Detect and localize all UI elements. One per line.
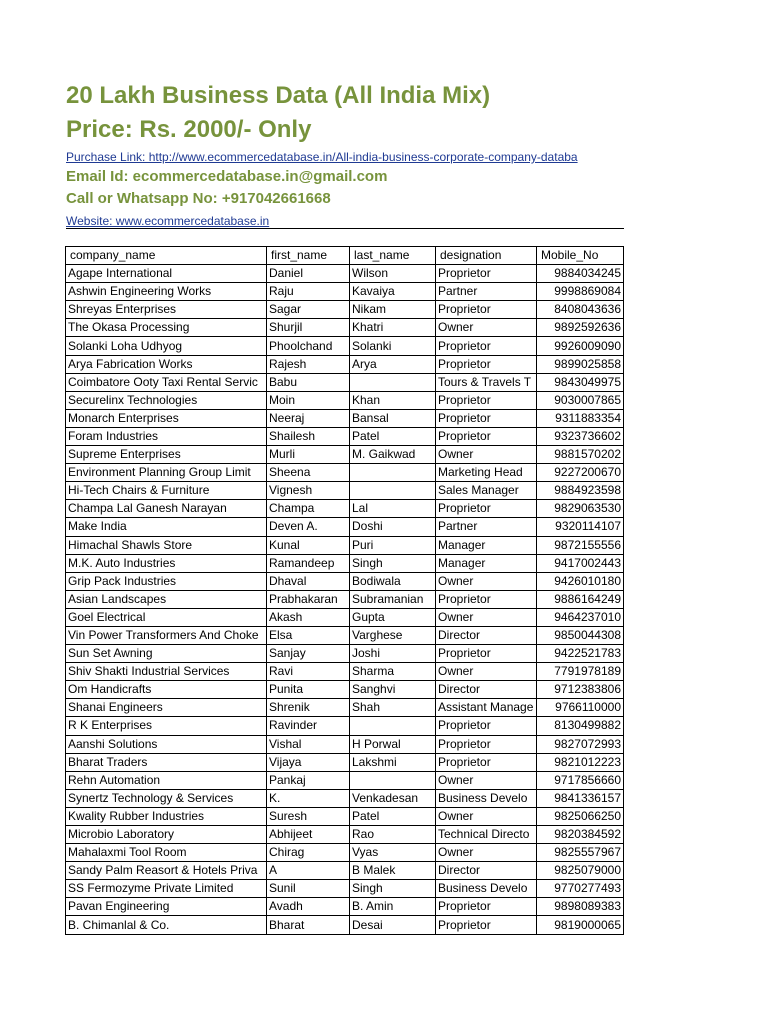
last-name-cell: Sharma bbox=[350, 663, 436, 681]
first-name-cell: Vijaya bbox=[267, 753, 350, 771]
last-name-cell: Shah bbox=[350, 699, 436, 717]
first-name-cell: Deven A. bbox=[267, 518, 350, 536]
company-name-cell: B. Chimanlal & Co. bbox=[66, 916, 267, 934]
company-name-cell: Supreme Enterprises bbox=[66, 446, 267, 464]
email-line: Email Id: ecommercedatabase.in@gmail.com bbox=[66, 168, 388, 185]
company-name-cell: Synertz Technology & Services bbox=[66, 789, 267, 807]
designation-cell: Proprietor bbox=[436, 427, 537, 445]
company-name-cell: Shanai Engineers bbox=[66, 699, 267, 717]
column-header-first-name: first_name bbox=[267, 247, 350, 265]
designation-cell: Proprietor bbox=[436, 717, 537, 735]
company-name-cell: Grip Pack Industries bbox=[66, 572, 267, 590]
designation-cell: Proprietor bbox=[436, 301, 537, 319]
table-row bbox=[66, 681, 624, 699]
last-name-cell: Patel bbox=[350, 807, 436, 825]
document-title: 20 Lakh Business Data (All India Mix) bbox=[66, 82, 491, 109]
first-name-cell: Prabhakaran bbox=[267, 590, 350, 608]
last-name-cell: Lakshmi bbox=[350, 753, 436, 771]
last-name-cell: Varghese bbox=[350, 626, 436, 644]
company-name-cell: Shreyas Enterprises bbox=[66, 301, 267, 319]
table-row bbox=[66, 446, 624, 464]
mobile-no-cell: 9464237010 bbox=[537, 608, 624, 626]
mobile-no-cell: 9926009090 bbox=[537, 337, 624, 355]
last-name-cell: B Malek bbox=[350, 862, 436, 880]
last-name-cell bbox=[350, 482, 436, 500]
first-name-cell: Neeraj bbox=[267, 409, 350, 427]
last-name-cell: Solanki bbox=[350, 337, 436, 355]
designation-cell: Proprietor bbox=[436, 409, 537, 427]
designation-cell: Owner bbox=[436, 446, 537, 464]
last-name-cell: Joshi bbox=[350, 645, 436, 663]
first-name-cell: Murli bbox=[267, 446, 350, 464]
designation-cell: Proprietor bbox=[436, 735, 537, 753]
table-row bbox=[66, 554, 624, 572]
designation-cell: Owner bbox=[436, 663, 537, 681]
company-name-cell: Pavan Engineering bbox=[66, 898, 267, 916]
mobile-no-cell: 9872155556 bbox=[537, 536, 624, 554]
last-name-cell bbox=[350, 717, 436, 735]
company-name-cell: Agape International bbox=[66, 265, 267, 283]
first-name-cell: Vishal bbox=[267, 735, 350, 753]
first-name-cell: Phoolchand bbox=[267, 337, 350, 355]
table-row bbox=[66, 590, 624, 608]
table-row bbox=[66, 753, 624, 771]
designation-cell: Owner bbox=[436, 771, 537, 789]
mobile-no-cell: 9426010180 bbox=[537, 572, 624, 590]
mobile-no-cell: 9422521783 bbox=[537, 645, 624, 663]
mobile-no-cell: 9884923598 bbox=[537, 482, 624, 500]
last-name-cell: Vyas bbox=[350, 844, 436, 862]
last-name-cell: Venkadesan bbox=[350, 789, 436, 807]
column-header-last-name: last_name bbox=[350, 247, 436, 265]
company-name-cell: Arya Fabrication Works bbox=[66, 355, 267, 373]
company-name-cell: Monarch Enterprises bbox=[66, 409, 267, 427]
designation-cell: Proprietor bbox=[436, 898, 537, 916]
designation-cell: Owner bbox=[436, 608, 537, 626]
mobile-no-cell: 9311883354 bbox=[537, 409, 624, 427]
company-name-cell: Sun Set Awning bbox=[66, 645, 267, 663]
first-name-cell: Akash bbox=[267, 608, 350, 626]
designation-cell: Owner bbox=[436, 807, 537, 825]
mobile-no-cell: 9820384592 bbox=[537, 826, 624, 844]
table-row bbox=[66, 844, 624, 862]
first-name-cell: Dhaval bbox=[267, 572, 350, 590]
last-name-cell: Lal bbox=[350, 500, 436, 518]
company-name-cell: Aanshi Solutions bbox=[66, 735, 267, 753]
mobile-no-cell: 9843049975 bbox=[537, 373, 624, 391]
last-name-cell: Doshi bbox=[350, 518, 436, 536]
mobile-no-cell: 7791978189 bbox=[537, 663, 624, 681]
first-name-cell: Shurjil bbox=[267, 319, 350, 337]
designation-cell: Proprietor bbox=[436, 753, 537, 771]
table-row bbox=[66, 826, 624, 844]
designation-cell: Business Develo bbox=[436, 880, 537, 898]
designation-cell: Director bbox=[436, 862, 537, 880]
last-name-cell: Patel bbox=[350, 427, 436, 445]
designation-cell: Proprietor bbox=[436, 355, 537, 373]
website-link[interactable]: Website: www.ecommercedatabase.in bbox=[66, 214, 270, 228]
first-name-cell: Moin bbox=[267, 391, 350, 409]
column-header-mobile-no: Mobile_No bbox=[537, 247, 624, 265]
table-row bbox=[66, 663, 624, 681]
company-name-cell: Rehn Automation bbox=[66, 771, 267, 789]
first-name-cell: Pankaj bbox=[267, 771, 350, 789]
first-name-cell: Elsa bbox=[267, 626, 350, 644]
first-name-cell: Shailesh bbox=[267, 427, 350, 445]
designation-cell: Partner bbox=[436, 518, 537, 536]
first-name-cell: Champa bbox=[267, 500, 350, 518]
company-name-cell: Himachal Shawls Store bbox=[66, 536, 267, 554]
designation-cell: Proprietor bbox=[436, 916, 537, 934]
table-row bbox=[66, 355, 624, 373]
last-name-cell bbox=[350, 373, 436, 391]
first-name-cell: K. bbox=[267, 789, 350, 807]
company-name-cell: Goel Electrical bbox=[66, 608, 267, 626]
last-name-cell: Singh bbox=[350, 554, 436, 572]
first-name-cell: Chirag bbox=[267, 844, 350, 862]
first-name-cell: Avadh bbox=[267, 898, 350, 916]
first-name-cell: Punita bbox=[267, 681, 350, 699]
company-name-cell: SS Fermozyme Private Limited bbox=[66, 880, 267, 898]
designation-cell: Partner bbox=[436, 283, 537, 301]
phone-line: Call or Whatsapp No: +917042661668 bbox=[66, 190, 331, 207]
mobile-no-cell: 9766110000 bbox=[537, 699, 624, 717]
mobile-no-cell: 9850044308 bbox=[537, 626, 624, 644]
table-row bbox=[66, 301, 624, 319]
table-row bbox=[66, 717, 624, 735]
designation-cell: Business Develo bbox=[436, 789, 537, 807]
last-name-cell: Bodiwala bbox=[350, 572, 436, 590]
mobile-no-cell: 9417002443 bbox=[537, 554, 624, 572]
last-name-cell: Khatri bbox=[350, 319, 436, 337]
last-name-cell: Rao bbox=[350, 826, 436, 844]
last-name-cell: Puri bbox=[350, 536, 436, 554]
company-name-cell: Solanki Loha Udhyog bbox=[66, 337, 267, 355]
mobile-no-cell: 9712383806 bbox=[537, 681, 624, 699]
first-name-cell: Babu bbox=[267, 373, 350, 391]
table-row bbox=[66, 916, 624, 934]
company-name-cell: Sandy Palm Reasort & Hotels Priva bbox=[66, 862, 267, 880]
company-name-cell: Ashwin Engineering Works bbox=[66, 283, 267, 301]
first-name-cell: Suresh bbox=[267, 807, 350, 825]
table-row bbox=[66, 536, 624, 554]
mobile-no-cell: 9884034245 bbox=[537, 265, 624, 283]
company-name-cell: Microbio Laboratory bbox=[66, 826, 267, 844]
mobile-no-cell: 9825066250 bbox=[537, 807, 624, 825]
company-name-cell: M.K. Auto Industries bbox=[66, 554, 267, 572]
company-name-cell: Vin Power Transformers And Choke bbox=[66, 626, 267, 644]
table-body bbox=[66, 265, 624, 934]
mobile-no-cell: 9825079000 bbox=[537, 862, 624, 880]
table-row bbox=[66, 735, 624, 753]
mobile-no-cell: 9323736602 bbox=[537, 427, 624, 445]
designation-cell: Tours & Travels T bbox=[436, 373, 537, 391]
first-name-cell: Kunal bbox=[267, 536, 350, 554]
designation-cell: Proprietor bbox=[436, 645, 537, 663]
designation-cell: Marketing Head bbox=[436, 464, 537, 482]
mobile-no-cell: 9819000065 bbox=[537, 916, 624, 934]
company-name-cell: Asian Landscapes bbox=[66, 590, 267, 608]
first-name-cell: Abhijeet bbox=[267, 826, 350, 844]
last-name-cell: Desai bbox=[350, 916, 436, 934]
designation-cell: Manager bbox=[436, 554, 537, 572]
last-name-cell: B. Amin bbox=[350, 898, 436, 916]
last-name-cell: Nikam bbox=[350, 301, 436, 319]
designation-cell: Proprietor bbox=[436, 391, 537, 409]
last-name-cell bbox=[350, 464, 436, 482]
table-row bbox=[66, 283, 624, 301]
last-name-cell: M. Gaikwad bbox=[350, 446, 436, 464]
table-row bbox=[66, 771, 624, 789]
first-name-cell: Ravinder bbox=[267, 717, 350, 735]
first-name-cell: Bharat bbox=[267, 916, 350, 934]
mobile-no-cell: 9898089383 bbox=[537, 898, 624, 916]
company-name-cell: Om Handicrafts bbox=[66, 681, 267, 699]
first-name-cell: Rajesh bbox=[267, 355, 350, 373]
last-name-cell: Kavaiya bbox=[350, 283, 436, 301]
last-name-cell: Subramanian bbox=[350, 590, 436, 608]
first-name-cell: Daniel bbox=[267, 265, 350, 283]
table-row bbox=[66, 482, 624, 500]
last-name-cell: Bansal bbox=[350, 409, 436, 427]
mobile-no-cell: 9881570202 bbox=[537, 446, 624, 464]
company-name-cell: The Okasa Processing bbox=[66, 319, 267, 337]
table-header-row bbox=[66, 247, 624, 265]
table-row bbox=[66, 409, 624, 427]
designation-cell: Assistant Manage bbox=[436, 699, 537, 717]
table-row bbox=[66, 645, 624, 663]
designation-cell: Proprietor bbox=[436, 590, 537, 608]
table-row bbox=[66, 862, 624, 880]
first-name-cell: Vignesh bbox=[267, 482, 350, 500]
document-header bbox=[66, 80, 626, 230]
first-name-cell: Raju bbox=[267, 283, 350, 301]
designation-cell: Owner bbox=[436, 572, 537, 590]
designation-cell: Director bbox=[436, 681, 537, 699]
mobile-no-cell: 9030007865 bbox=[537, 391, 624, 409]
table-row bbox=[66, 807, 624, 825]
company-name-cell: Foram Industries bbox=[66, 427, 267, 445]
mobile-no-cell: 9899025858 bbox=[537, 355, 624, 373]
table-row bbox=[66, 337, 624, 355]
purchase-link[interactable]: Purchase Link: http://www.ecommercedatabase.in/All-india-business-corporate-company-databa bbox=[66, 150, 578, 164]
table-row bbox=[66, 265, 624, 283]
company-name-cell: Shiv Shakti Industrial Services bbox=[66, 663, 267, 681]
table-row bbox=[66, 880, 624, 898]
last-name-cell: H Porwal bbox=[350, 735, 436, 753]
table-row bbox=[66, 518, 624, 536]
designation-cell: Sales Manager bbox=[436, 482, 537, 500]
mobile-no-cell: 9717856660 bbox=[537, 771, 624, 789]
mobile-no-cell: 9825557967 bbox=[537, 844, 624, 862]
table-row bbox=[66, 500, 624, 518]
designation-cell: Director bbox=[436, 626, 537, 644]
first-name-cell: Sunil bbox=[267, 880, 350, 898]
company-name-cell: Champa Lal Ganesh Narayan bbox=[66, 500, 267, 518]
last-name-cell: Sanghvi bbox=[350, 681, 436, 699]
mobile-no-cell: 9827072993 bbox=[537, 735, 624, 753]
company-name-cell: Kwality Rubber Industries bbox=[66, 807, 267, 825]
mobile-no-cell: 9841336157 bbox=[537, 789, 624, 807]
company-name-cell: R K Enterprises bbox=[66, 717, 267, 735]
designation-cell: Proprietor bbox=[436, 337, 537, 355]
designation-cell: Proprietor bbox=[436, 265, 537, 283]
company-name-cell: Hi-Tech Chairs & Furniture bbox=[66, 482, 267, 500]
price-heading: Price: Rs. 2000/- Only bbox=[66, 116, 312, 143]
company-name-cell: Environment Planning Group Limit bbox=[66, 464, 267, 482]
designation-cell: Manager bbox=[436, 536, 537, 554]
table-row bbox=[66, 427, 624, 445]
last-name-cell: Khan bbox=[350, 391, 436, 409]
designation-cell: Proprietor bbox=[436, 500, 537, 518]
last-name-cell: Wilson bbox=[350, 265, 436, 283]
business-data-table bbox=[65, 246, 624, 935]
company-name-cell: Mahalaxmi Tool Room bbox=[66, 844, 267, 862]
designation-cell: Owner bbox=[436, 319, 537, 337]
table-row bbox=[66, 789, 624, 807]
mobile-no-cell: 9886164249 bbox=[537, 590, 624, 608]
table-row bbox=[66, 699, 624, 717]
company-name-cell: Bharat Traders bbox=[66, 753, 267, 771]
designation-cell: Technical Directo bbox=[436, 826, 537, 844]
table-row bbox=[66, 898, 624, 916]
company-name-cell: Coimbatore Ooty Taxi Rental Servic bbox=[66, 373, 267, 391]
mobile-no-cell: 8408043636 bbox=[537, 301, 624, 319]
first-name-cell: Ramandeep bbox=[267, 554, 350, 572]
first-name-cell: Sanjay bbox=[267, 645, 350, 663]
last-name-cell bbox=[350, 771, 436, 789]
mobile-no-cell: 8130499882 bbox=[537, 717, 624, 735]
mobile-no-cell: 9770277493 bbox=[537, 880, 624, 898]
first-name-cell: A bbox=[267, 862, 350, 880]
table-row bbox=[66, 391, 624, 409]
first-name-cell: Shrenik bbox=[267, 699, 350, 717]
designation-cell: Owner bbox=[436, 844, 537, 862]
table-row bbox=[66, 373, 624, 391]
mobile-no-cell: 9227200670 bbox=[537, 464, 624, 482]
company-name-cell: Make India bbox=[66, 518, 267, 536]
first-name-cell: Ravi bbox=[267, 663, 350, 681]
header-divider bbox=[66, 228, 624, 229]
column-header-designation: designation bbox=[436, 247, 537, 265]
last-name-cell: Arya bbox=[350, 355, 436, 373]
column-header-company-name: company_name bbox=[66, 247, 267, 265]
table-row bbox=[66, 572, 624, 590]
last-name-cell: Gupta bbox=[350, 608, 436, 626]
last-name-cell: Singh bbox=[350, 880, 436, 898]
table-row bbox=[66, 464, 624, 482]
mobile-no-cell: 9829063530 bbox=[537, 500, 624, 518]
mobile-no-cell: 9320114107 bbox=[537, 518, 624, 536]
first-name-cell: Sheena bbox=[267, 464, 350, 482]
table-row bbox=[66, 319, 624, 337]
mobile-no-cell: 9892592636 bbox=[537, 319, 624, 337]
company-name-cell: Securelinx Technologies bbox=[66, 391, 267, 409]
mobile-no-cell: 9821012223 bbox=[537, 753, 624, 771]
first-name-cell: Sagar bbox=[267, 301, 350, 319]
table-row bbox=[66, 626, 624, 644]
table-row bbox=[66, 608, 624, 626]
mobile-no-cell: 9998869084 bbox=[537, 283, 624, 301]
